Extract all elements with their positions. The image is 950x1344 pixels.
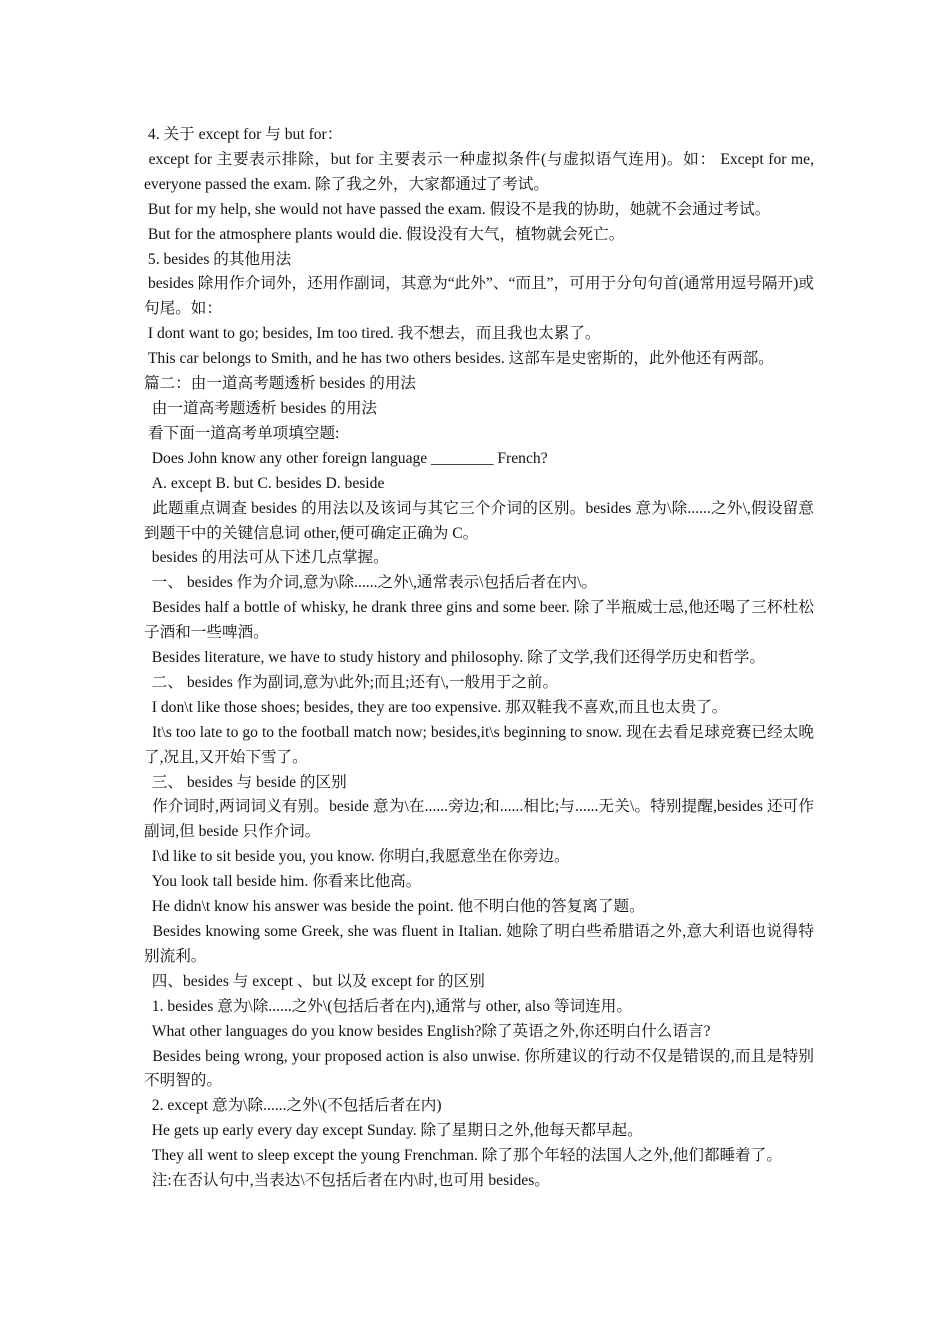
paragraph: You look tall beside him. 你看来比他高。 (144, 873, 422, 891)
paragraph: They all went to sleep except the young Frenchman. 除了那个年轻的法国人之外,他们都睡着了。 (144, 1147, 782, 1165)
paragraph: It\s too late to go to the football match now; besides,it\s beginning to snow. 现在去看足球竞赛已经太晚了,况且,又开始下雪了。 (144, 723, 814, 766)
paragraph: He gets up early every day except Sunday. 除了星期日之外,他每天都早起。 (144, 1122, 643, 1140)
paragraph: 看下面一道高考单项填空题: (144, 424, 340, 442)
paragraph: A. except B. but C. besides D. beside (144, 474, 385, 492)
section-heading: 二、 besides 作为副词,意为\此外;而且;还有\,一般用于之前。 (144, 673, 559, 691)
paragraph: I\d like to sit beside you, you know. 你明白,我愿意坐在你旁边。 (144, 848, 570, 866)
paragraph: I dont want to go; besides, Im too tired. 我不想去，而且我也太累了。 (144, 325, 601, 343)
section-heading: 篇二：由一道高考题透析 besides 的用法 (144, 375, 417, 393)
paragraph: But for the atmosphere plants would die. 假设没有大气，植物就会死亡。 (144, 225, 625, 243)
paragraph: Besides literature, we have to study history and philosophy. 除了文学,我们还得学历史和哲学。 (144, 649, 765, 667)
paragraph: This car belongs to Smith, and he has two others besides. 这部车是史密斯的，此外他还有两部。 (144, 350, 774, 368)
paragraph: 此题重点调查 besides 的用法以及该词与其它三个介词的区别。besides 意为\除......之外\,假设留意到题干中的关键信息词 other,便可确定正确为 C。 (144, 499, 815, 542)
paragraph: I don\t like those shoes; besides, they are too expensive. 那双鞋我不喜欢,而且也太贵了。 (144, 698, 728, 716)
section-heading: 四、besides 与 except 、but 以及 except for 的区别 (144, 972, 485, 990)
section-heading: 一、 besides 作为介词,意为\除......之外\,通常表示\包括后者在内\。 (144, 574, 598, 592)
paragraph: Does John know any other foreign language ________ French? (144, 449, 548, 467)
paragraph: He didn\t know his answer was beside the point. 他不明白他的答复离了题。 (144, 898, 645, 916)
paragraph: 4. 关于 except for 与 but for： (144, 126, 343, 143)
paragraph: What other languages do you know besides English?除了英语之外,你还明白什么语言? (144, 1022, 711, 1040)
paragraph: But for my help, she would not have passed the exam. 假设不是我的协助，她就不会通过考试。 (144, 200, 771, 218)
paragraph: 作介词时,两词词义有别。beside 意为\在......旁边;和......相比;与......无关\。特别提醒,besides 还可作副词,但 beside 只作介词。 (144, 798, 815, 841)
paragraph: besides 的用法可从下述几点掌握。 (144, 549, 389, 567)
paragraph: Besides being wrong, your proposed action is also unwise. 你所建议的行动不仅是错误的,而且是特别不明智的。 (144, 1047, 814, 1090)
paragraph: except for 主要表示排除，but for 主要表示一种虚拟条件(与虚拟语气连用)。如： Except for me, everyone passed the exam. 除了我之外，大家都通过了考试。 (144, 150, 818, 193)
paragraph: 注:在否认句中,当表达\不包括后者在内\时,也可用 besides。 (144, 1172, 550, 1190)
section-heading: 5. besides 的其他用法 (144, 250, 292, 268)
paragraph: Besides half a bottle of whisky, he drank three gins and some beer. 除了半瓶威士忌,他还喝了三杯杜松子酒和一些啤酒。 (144, 599, 814, 642)
paragraph: besides 除用作介词外，还用作副词，其意为“此外”、“而且”，可用于分句句首(通常用逗号隔开)或句尾。如： (144, 275, 814, 318)
paragraph: 2. except 意为\除......之外\(不包括后者在内) (144, 1097, 442, 1115)
paragraph: Besides knowing some Greek, she was fluent in Italian. 她除了明白些希腊语之外,意大利语也说得特别流利。 (144, 923, 815, 965)
paragraph: 1. besides 意为\除......之外\(包括后者在内),通常与 other, also 等词连用。 (144, 997, 632, 1015)
document-page (144, 123, 818, 1194)
paragraph: 由一道高考题透析 besides 的用法 (144, 399, 378, 417)
section-heading: 三、 besides 与 beside 的区别 (144, 773, 347, 791)
